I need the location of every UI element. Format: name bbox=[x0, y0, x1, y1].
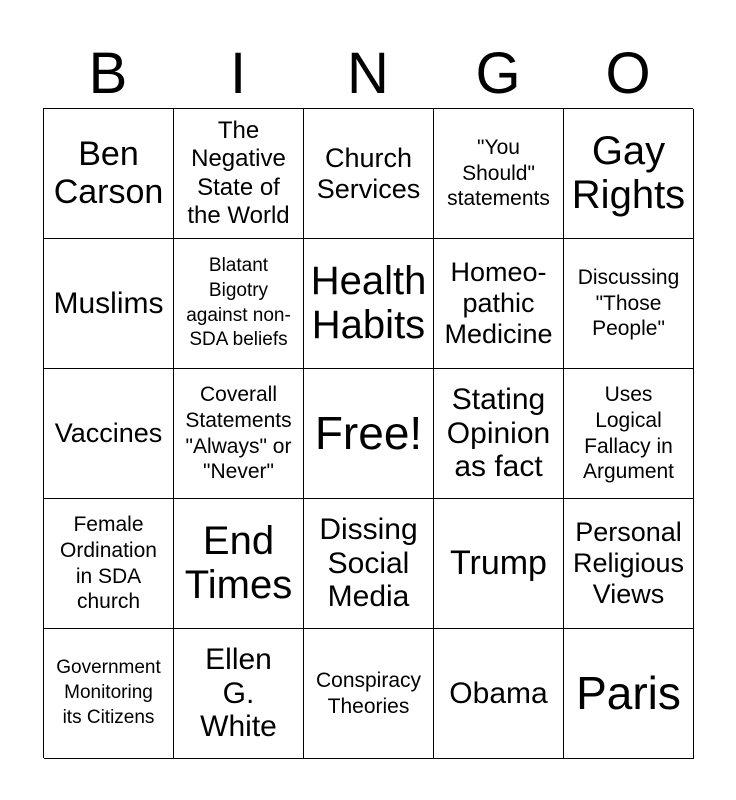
cell-label: Health Habits bbox=[310, 259, 427, 347]
bingo-cell[interactable] bbox=[44, 109, 174, 239]
header-letter-n: N bbox=[347, 41, 389, 106]
cell-label: Uses Logical Fallacy in Argument bbox=[582, 383, 675, 484]
bingo-cell[interactable] bbox=[44, 369, 174, 499]
cell-label: Obama bbox=[449, 676, 548, 710]
cell-label: "You Should" statements bbox=[447, 136, 550, 211]
cell-label: Stating Opinion as fact bbox=[446, 383, 551, 484]
bingo-cell[interactable] bbox=[434, 369, 564, 499]
cell-label: Female Ordination in SDA church bbox=[60, 513, 157, 614]
free-space[interactable] bbox=[304, 369, 434, 499]
bingo-cell[interactable] bbox=[44, 629, 174, 759]
cell-label: Blatant Bigotry against non- SDA beliefs bbox=[186, 255, 291, 351]
cell-label: Homeo- pathic Medicine bbox=[444, 257, 553, 349]
bingo-cell[interactable] bbox=[174, 369, 304, 499]
bingo-cell[interactable] bbox=[434, 629, 564, 759]
bingo-cell[interactable] bbox=[564, 369, 694, 499]
cell-label: Vaccines bbox=[54, 418, 163, 449]
cell-label: Government Monitoring its Citizens bbox=[56, 657, 161, 728]
bingo-cell[interactable] bbox=[564, 239, 694, 369]
cell-label: Discussing "Those People" bbox=[577, 266, 680, 341]
bingo-cell[interactable] bbox=[304, 239, 434, 369]
cell-label: Personal Religious Views bbox=[572, 517, 685, 609]
bingo-header bbox=[43, 40, 693, 108]
bingo-board bbox=[43, 108, 693, 758]
bingo-cell[interactable] bbox=[174, 239, 304, 369]
bingo-cell[interactable] bbox=[564, 499, 694, 629]
bingo-cell[interactable] bbox=[434, 109, 564, 239]
cell-label: Church Services bbox=[316, 142, 421, 204]
header-letter-b: B bbox=[88, 41, 128, 106]
cell-label: Muslims bbox=[53, 286, 164, 320]
header-letter-g: G bbox=[475, 41, 521, 106]
cell-label: Ben Carson bbox=[53, 135, 164, 211]
cell-label: Gay Rights bbox=[571, 129, 686, 217]
cell-label: Dissing Social Media bbox=[319, 513, 418, 614]
cell-label: The Negative State of the World bbox=[187, 116, 290, 229]
header-letter-i: I bbox=[229, 41, 247, 106]
bingo-cell[interactable] bbox=[434, 499, 564, 629]
bingo-cell[interactable] bbox=[44, 239, 174, 369]
cell-label: Coverall Statements "Always" or "Never" bbox=[185, 383, 292, 484]
bingo-cell[interactable] bbox=[564, 109, 694, 239]
bingo-cell[interactable] bbox=[174, 629, 304, 759]
cell-label: Trump bbox=[450, 543, 547, 582]
bingo-cell[interactable] bbox=[564, 629, 694, 759]
cell-label: Free! bbox=[314, 407, 423, 460]
bingo-cell[interactable] bbox=[304, 629, 434, 759]
cell-label: Ellen G. White bbox=[200, 643, 277, 744]
cell-label: End Times bbox=[184, 519, 293, 607]
header-letter-o: O bbox=[605, 41, 651, 106]
bingo-cell[interactable] bbox=[304, 499, 434, 629]
bingo-cell[interactable] bbox=[434, 239, 564, 369]
bingo-cell[interactable] bbox=[44, 499, 174, 629]
bingo-cell[interactable] bbox=[174, 499, 304, 629]
bingo-cell[interactable] bbox=[304, 109, 434, 239]
cell-label: Paris bbox=[576, 667, 681, 720]
cell-label: Conspiracy Theories bbox=[315, 668, 422, 718]
bingo-cell[interactable] bbox=[174, 109, 304, 239]
